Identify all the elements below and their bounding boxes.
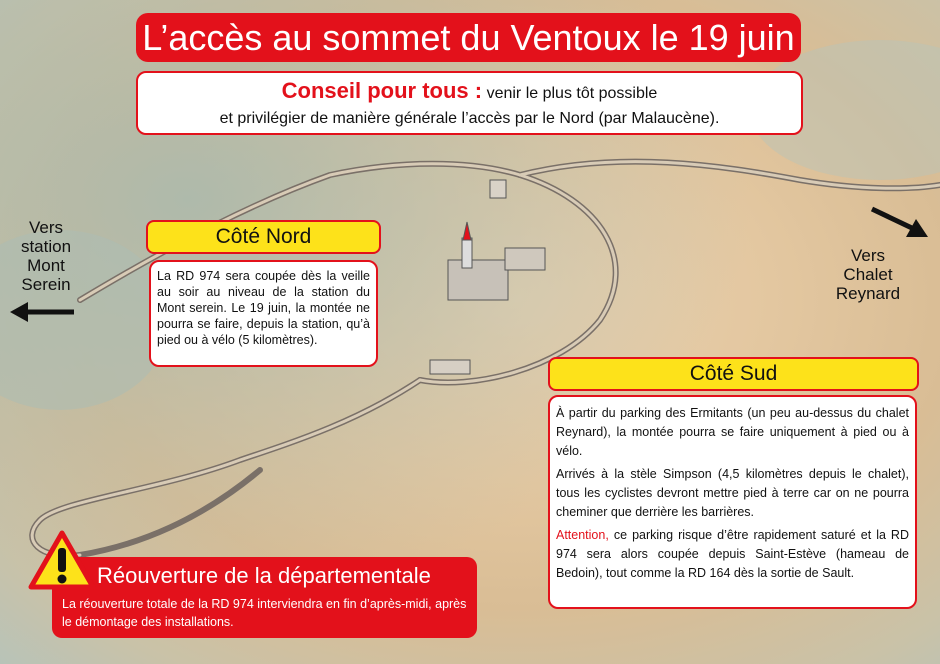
south-paragraph-2: Arrivés à la stèle Simpson (4,5 kilomètres depuis le chalet), tous les cyclistes devront mettre pied à terre car on ne pourra cheminer que derrière les barrières. bbox=[556, 467, 909, 519]
chapel bbox=[430, 360, 470, 374]
antenna-tower bbox=[462, 238, 472, 268]
attention-label: Attention, bbox=[556, 528, 609, 542]
reopening-text: La réouverture totale de la RD 974 interviendra en fin d’après-midi, après le démontage des installations. bbox=[62, 597, 467, 629]
warning-icon bbox=[28, 530, 96, 590]
south-side-box bbox=[548, 395, 917, 609]
north-side-text: La RD 974 sera coupée dès la veille au soir au niveau de la station du Mont serein. Le 19 juin, la montée ne pourra se faire, depuis la station, qu’à pied ou à vélo (5 kilomètres). bbox=[149, 260, 378, 367]
destination-right-label: Vers Chalet Reynard bbox=[835, 246, 901, 303]
arrow-right-icon bbox=[870, 205, 930, 241]
south-paragraph-3 bbox=[556, 526, 909, 583]
advice-line-2: et privilégier de manière générale l’accès par le Nord (par Malaucène). bbox=[219, 110, 720, 127]
page-title: L’accès au sommet du Ventoux le 19 juin bbox=[136, 13, 801, 62]
arrow-left-icon bbox=[10, 300, 76, 324]
north-side-heading: Côté Nord bbox=[146, 220, 381, 254]
south-paragraph-3-text: ce parking risque d’être rapidement saturé et la RD 974 sera alors coupée depuis Saint-Estève (hameau de Bedoin), tout comme la RD 164 dès la sortie de Sault. bbox=[556, 528, 909, 580]
advice-heading: Conseil pour tous : bbox=[281, 78, 483, 103]
south-paragraph-1: À partir du parking des Ermitants (un peu au-dessus du chalet Reynard), la montée pourra se faire uniquement à pied ou à vélo. bbox=[556, 406, 909, 458]
reopening-box bbox=[52, 557, 477, 638]
observatory bbox=[490, 180, 506, 198]
reopening-heading: Réouverture de la départementale bbox=[97, 563, 431, 588]
advice-box bbox=[136, 71, 803, 135]
south-side-heading: Côté Sud bbox=[548, 357, 919, 391]
destination-left-label: Vers station Mont Serein bbox=[20, 218, 72, 294]
advice-line-1: venir le plus tôt possible bbox=[486, 85, 658, 102]
